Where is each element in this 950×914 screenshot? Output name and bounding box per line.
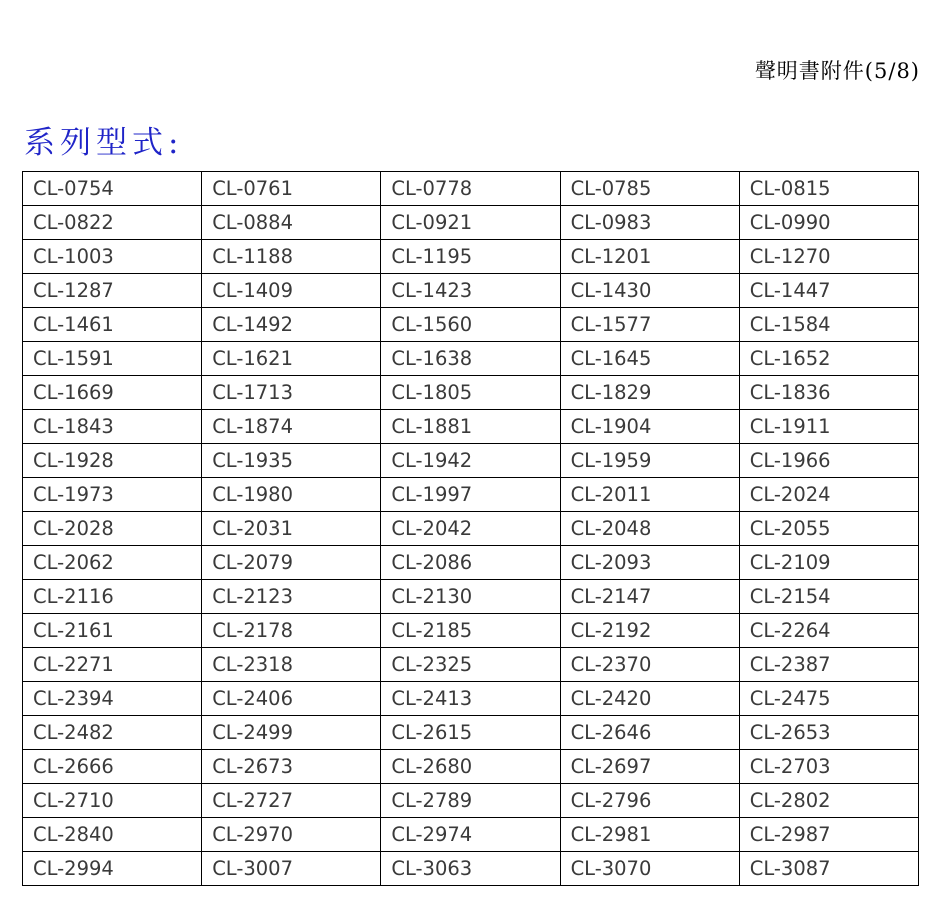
table-row: [23, 342, 919, 376]
model-cell: CL-1638: [381, 342, 560, 376]
model-cell: CL-2697: [560, 750, 739, 784]
model-cell: CL-1577: [560, 308, 739, 342]
table-row: [23, 478, 919, 512]
model-cell: CL-1560: [381, 308, 560, 342]
table-row: [23, 818, 919, 852]
model-cell: CL-3087: [739, 852, 918, 886]
model-cell: CL-1423: [381, 274, 560, 308]
model-cell: CL-2666: [23, 750, 202, 784]
model-cell: CL-1430: [560, 274, 739, 308]
model-cell: CL-2062: [23, 546, 202, 580]
model-cell: CL-2048: [560, 512, 739, 546]
model-cell: CL-1911: [739, 410, 918, 444]
model-cell: CL-2420: [560, 682, 739, 716]
model-cell: CL-2789: [381, 784, 560, 818]
model-cell: CL-1928: [23, 444, 202, 478]
model-cell: CL-1669: [23, 376, 202, 410]
model-cell: CL-2673: [202, 750, 381, 784]
model-cell: CL-3070: [560, 852, 739, 886]
model-cell: CL-1836: [739, 376, 918, 410]
model-cell: CL-1461: [23, 308, 202, 342]
model-cell: CL-1591: [23, 342, 202, 376]
model-cell: CL-0785: [560, 172, 739, 206]
table-row: [23, 376, 919, 410]
model-cell: CL-1966: [739, 444, 918, 478]
table-row: [23, 580, 919, 614]
model-cell: CL-2994: [23, 852, 202, 886]
model-cell: CL-1621: [202, 342, 381, 376]
model-table: [22, 171, 919, 886]
model-cell: CL-2987: [739, 818, 918, 852]
model-cell: CL-2646: [560, 716, 739, 750]
model-cell: CL-2147: [560, 580, 739, 614]
model-cell: CL-1188: [202, 240, 381, 274]
model-cell: CL-1904: [560, 410, 739, 444]
table-row: [23, 274, 919, 308]
table-row: [23, 410, 919, 444]
model-cell: CL-1829: [560, 376, 739, 410]
model-cell: CL-1973: [23, 478, 202, 512]
model-cell: CL-2370: [560, 648, 739, 682]
model-cell: CL-2011: [560, 478, 739, 512]
model-cell: CL-2130: [381, 580, 560, 614]
model-cell: CL-2727: [202, 784, 381, 818]
model-cell: CL-2796: [560, 784, 739, 818]
model-cell: CL-2086: [381, 546, 560, 580]
model-cell: CL-3063: [381, 852, 560, 886]
table-row: [23, 784, 919, 818]
model-cell: CL-2653: [739, 716, 918, 750]
model-cell: CL-2318: [202, 648, 381, 682]
section-title: 系列型式:: [24, 125, 184, 161]
model-cell: CL-1935: [202, 444, 381, 478]
model-cell: CL-2093: [560, 546, 739, 580]
table-row: [23, 682, 919, 716]
model-cell: CL-2079: [202, 546, 381, 580]
model-cell: CL-2185: [381, 614, 560, 648]
table-row: [23, 444, 919, 478]
model-cell: CL-2499: [202, 716, 381, 750]
model-cell: CL-1492: [202, 308, 381, 342]
model-cell: CL-2109: [739, 546, 918, 580]
model-cell: CL-2840: [23, 818, 202, 852]
table-row: [23, 852, 919, 886]
model-cell: CL-2974: [381, 818, 560, 852]
model-cell: CL-2161: [23, 614, 202, 648]
model-cell: CL-2325: [381, 648, 560, 682]
model-cell: CL-1287: [23, 274, 202, 308]
table-row: [23, 512, 919, 546]
model-cell: CL-1805: [381, 376, 560, 410]
model-cell: CL-2970: [202, 818, 381, 852]
table-row: [23, 546, 919, 580]
model-cell: CL-0761: [202, 172, 381, 206]
model-cell: CL-2123: [202, 580, 381, 614]
model-cell: CL-1270: [739, 240, 918, 274]
model-table-body: [23, 172, 919, 886]
model-cell: CL-2024: [739, 478, 918, 512]
model-cell: CL-2981: [560, 818, 739, 852]
model-cell: CL-2413: [381, 682, 560, 716]
table-row: [23, 172, 919, 206]
model-cell: CL-1003: [23, 240, 202, 274]
model-cell: CL-2031: [202, 512, 381, 546]
model-cell: CL-1195: [381, 240, 560, 274]
model-cell: CL-1201: [560, 240, 739, 274]
page-header: 聲明書附件(5/8): [754, 59, 920, 83]
model-cell: CL-2802: [739, 784, 918, 818]
model-cell: CL-1447: [739, 274, 918, 308]
model-cell: CL-2475: [739, 682, 918, 716]
model-cell: CL-2042: [381, 512, 560, 546]
table-row: [23, 614, 919, 648]
model-cell: CL-2264: [739, 614, 918, 648]
model-cell: CL-1652: [739, 342, 918, 376]
model-cell: CL-0754: [23, 172, 202, 206]
table-row: [23, 308, 919, 342]
model-cell: CL-1881: [381, 410, 560, 444]
model-cell: CL-0921: [381, 206, 560, 240]
model-cell: CL-0983: [560, 206, 739, 240]
table-row: [23, 206, 919, 240]
model-cell: CL-0990: [739, 206, 918, 240]
model-cell: CL-1584: [739, 308, 918, 342]
model-cell: CL-1843: [23, 410, 202, 444]
model-cell: CL-0778: [381, 172, 560, 206]
model-cell: CL-2116: [23, 580, 202, 614]
model-cell: CL-1645: [560, 342, 739, 376]
model-cell: CL-2703: [739, 750, 918, 784]
model-cell: CL-1713: [202, 376, 381, 410]
model-cell: CL-1959: [560, 444, 739, 478]
model-cell: CL-2482: [23, 716, 202, 750]
model-cell: CL-2680: [381, 750, 560, 784]
model-cell: CL-3007: [202, 852, 381, 886]
model-cell: CL-0822: [23, 206, 202, 240]
table-row: [23, 716, 919, 750]
model-cell: CL-2178: [202, 614, 381, 648]
model-cell: CL-2387: [739, 648, 918, 682]
model-cell: CL-2154: [739, 580, 918, 614]
model-cell: CL-1874: [202, 410, 381, 444]
model-cell: CL-1942: [381, 444, 560, 478]
model-cell: CL-1980: [202, 478, 381, 512]
model-cell: CL-2192: [560, 614, 739, 648]
model-cell: CL-2710: [23, 784, 202, 818]
table-row: [23, 648, 919, 682]
model-cell: CL-1409: [202, 274, 381, 308]
model-cell: CL-1997: [381, 478, 560, 512]
model-cell: CL-0884: [202, 206, 381, 240]
model-cell: CL-2615: [381, 716, 560, 750]
model-cell: CL-2271: [23, 648, 202, 682]
model-cell: CL-2394: [23, 682, 202, 716]
model-cell: CL-0815: [739, 172, 918, 206]
table-row: [23, 750, 919, 784]
model-cell: CL-2055: [739, 512, 918, 546]
model-cell: CL-2406: [202, 682, 381, 716]
table-row: [23, 240, 919, 274]
model-cell: CL-2028: [23, 512, 202, 546]
